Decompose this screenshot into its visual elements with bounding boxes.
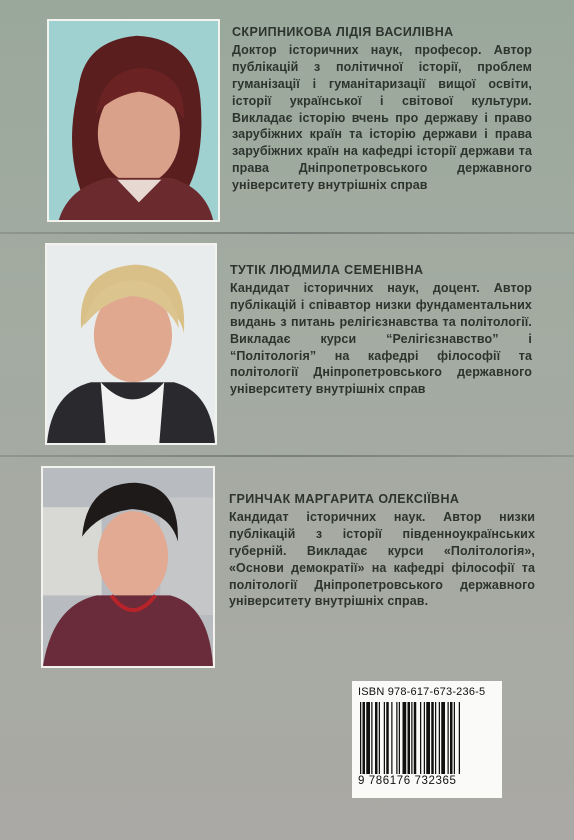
author-name: СКРИПНИКОВА ЛІДІЯ ВАСИЛІВНА <box>232 25 454 39</box>
barcode-bars <box>358 702 496 774</box>
author-photo-skrypnykova <box>47 19 220 222</box>
author-description: Доктор історичних наук, професор. Автор публікацій з політичної історії, проблем гуманізації і гуманітаризації вищої освіти, історії української і світової культури. Викладає історію вчень про державу і право зарубіжних країн та історію держави і права зарубіжних країн на кафедрі історії держави та права Дніпропетровського державного університету внутрішніх справ <box>232 42 532 193</box>
author-bio-skrypnykova <box>232 24 532 194</box>
section-divider <box>0 232 574 234</box>
barcode-number: 9 786176 732365 <box>358 775 457 787</box>
author-photo-tutik <box>45 243 217 445</box>
author-name: ТУТІК ЛЮДМИЛА СЕМЕНІВНА <box>230 263 424 277</box>
isbn-barcode <box>352 681 502 798</box>
author-name: ГРИНЧАК МАРГАРИТА ОЛЕКСІЇВНА <box>229 492 460 506</box>
isbn-label: ISBN 978-617-673-236-5 <box>358 686 486 698</box>
author-photo-hrynchak <box>41 466 215 668</box>
author-bio-tutik <box>230 262 532 398</box>
author-description: Кандидат історичних наук. Автор низки публікацій з історії південноукраїнських губерній. Викладає курси «Політологія», «Основи демократії» на кафедрі філософії та політології Дніпропетровського державного університету внутрішніх справ. <box>229 509 535 609</box>
author-bio-hrynchak <box>229 491 535 610</box>
section-divider <box>0 455 574 457</box>
author-description: Кандидат історичних наук, доцент. Автор публікацій і співавтор низки фундаментальних видань з питань релігієзнавства та політології. Викладає курси “Релігієзнавство” і “Політологія” на кафедрі філософії та політології Дніпропетровського державного університету внутрішніх справ <box>230 280 532 397</box>
